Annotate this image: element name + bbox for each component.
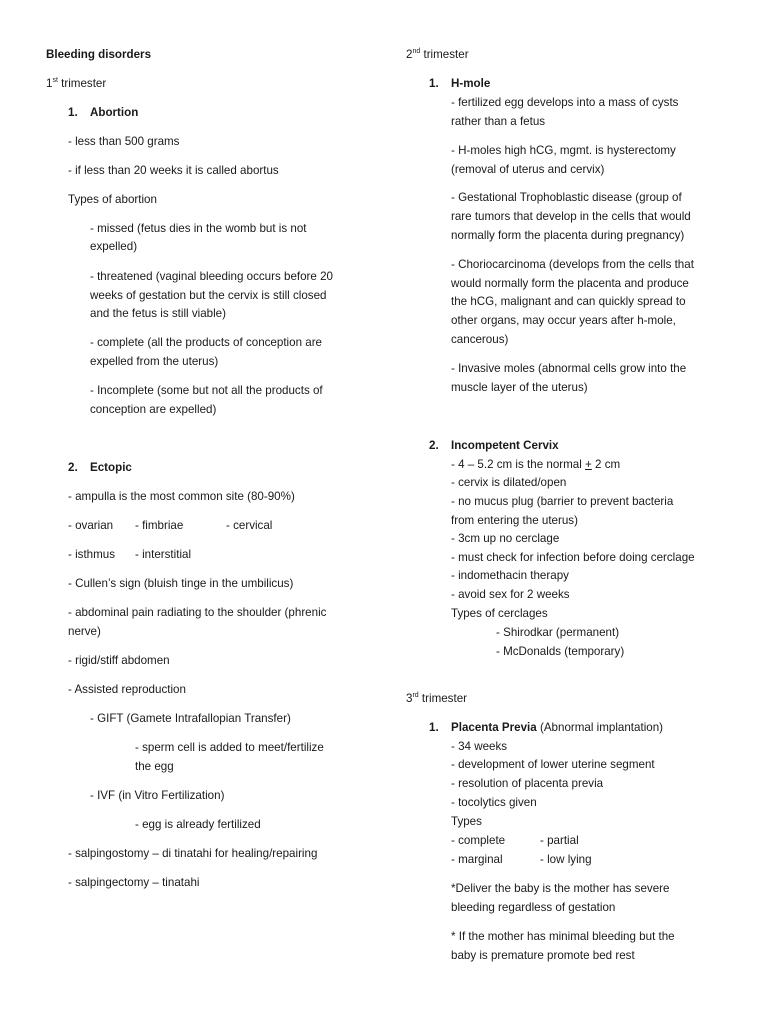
previa-types-label: Types	[451, 815, 482, 828]
hmole-l4-line1: - Choriocarcinoma (develops from the cells that	[451, 258, 694, 271]
first-trimester-heading: 1st trimester	[46, 77, 107, 90]
ivf-desc: - egg is already fertilized	[135, 818, 261, 831]
second-trimester-heading: 2nd trimester	[406, 48, 469, 61]
ectopic-pain-line1: - abdominal pain radiating to the shoulder (phrenic	[68, 606, 327, 619]
document-title: Bleeding disorders	[46, 48, 152, 61]
gift-desc-line1: - sperm cell is added to meet/fertilize	[135, 741, 324, 754]
previa-deliver-line2: bleeding regardless of gestation	[451, 901, 616, 914]
hmole-heading: H-mole	[451, 77, 491, 90]
complete-abortion-line1: - complete (all the products of conception are	[90, 336, 322, 349]
hmole-l5-line2: muscle layer of the uterus)	[451, 381, 588, 394]
ivf-item: - IVF (in Vitro Fertilization)	[90, 789, 225, 802]
cervix-indomethacin: - indomethacin therapy	[451, 569, 569, 582]
ectopic-site-cervical: - cervical	[226, 519, 273, 532]
previa-type-partial: - partial	[540, 834, 579, 847]
cerclage-mcdonalds: - McDonalds (temporary)	[496, 645, 625, 658]
ectopic-site-isthmus: - isthmus	[68, 548, 116, 561]
assisted-reproduction: - Assisted reproduction	[68, 683, 186, 696]
cervix-normal: - 4 – 5.2 cm is the normal + 2 cm	[451, 458, 621, 471]
previa-type-marginal: - marginal	[451, 853, 503, 866]
ectopic-site-ovarian: - ovarian	[68, 519, 114, 532]
previa-tocolytics: - tocolytics given	[451, 796, 537, 809]
cervix-infection: - must check for infection before doing cerclage	[451, 551, 695, 564]
previa-resolution: - resolution of placenta previa	[451, 777, 604, 790]
cervix-mucus-line1: - no mucus plug (barrier to prevent bacteria	[451, 495, 674, 508]
threatened-abortion-line3: and the fetus is still viable)	[90, 307, 226, 320]
ectopic-number: 2.	[68, 461, 78, 474]
hmole-l2-line1: - H-moles high hCG, mgmt. is hysterectomy	[451, 144, 676, 157]
ectopic-ampulla: - ampulla is the most common site (80-90%)	[68, 490, 295, 503]
abortion-weight: - less than 500 grams	[68, 135, 180, 148]
previa-minimal-line1: * If the mother has minimal bleeding but the	[451, 930, 675, 943]
missed-abortion-line2: expelled)	[90, 240, 138, 253]
abortion-number: 1.	[68, 106, 78, 119]
hmole-l2-line2: (removal of uterus and cervix)	[451, 163, 605, 176]
hmole-l1-line2: rather than a fetus	[451, 115, 546, 128]
cerclage-shirodkar: - Shirodkar (permanent)	[496, 626, 620, 639]
abortion-heading: Abortion	[90, 106, 139, 119]
previa-type-complete: - complete	[451, 834, 506, 847]
threatened-abortion-line1: - threatened (vaginal bleeding occurs before 20	[90, 270, 333, 283]
previa-number: 1.	[429, 721, 439, 734]
ectopic-cullen-sign: - Cullen’s sign (bluish tinge in the umbilicus)	[68, 577, 294, 590]
hmole-l4-line5: cancerous)	[451, 333, 509, 346]
third-trimester-heading: 3rd trimester	[406, 692, 467, 705]
hmole-l1-line1: - fertilized egg develops into a mass of cysts	[451, 96, 679, 109]
hmole-l3-line1: - Gestational Trophoblastic disease (group of	[451, 191, 682, 204]
previa-heading: Placenta Previa (Abnormal implantation)	[451, 721, 664, 734]
threatened-abortion-line2: weeks of gestation but the cervix is still closed	[90, 289, 327, 302]
ectopic-heading: Ectopic	[90, 461, 132, 474]
cervix-number: 2.	[429, 439, 439, 452]
gift-desc-line2: the egg	[135, 760, 174, 773]
previa-34-weeks: - 34 weeks	[451, 740, 508, 753]
previa-deliver-line1: *Deliver the baby is the mother has severe	[451, 882, 670, 895]
hmole-l3-line3: normally form the placenta during pregnancy)	[451, 229, 685, 242]
previa-type-low-lying: - low lying	[540, 853, 592, 866]
hmole-l3-line2: rare tumors that develop in the cells that would	[451, 210, 691, 223]
salpingostomy: - salpingostomy – di tinatahi for healing/repairing	[68, 847, 318, 860]
hmole-l4-line4: other organs, may occur years after h-mole,	[451, 314, 676, 327]
cervix-heading: Incompetent Cervix	[451, 439, 559, 452]
hmole-number: 1.	[429, 77, 439, 90]
cerclage-types-label: Types of cerclages	[451, 607, 548, 620]
complete-abortion-line2: expelled from the uterus)	[90, 355, 219, 368]
hmole-l5-line1: - Invasive moles (abnormal cells grow into the	[451, 362, 687, 375]
previa-minimal-line2: baby is premature promote bed rest	[451, 949, 635, 962]
ectopic-rigid: - rigid/stiff abdomen	[68, 654, 170, 667]
cervix-dilated: - cervix is dilated/open	[451, 476, 567, 489]
cervix-3cm: - 3cm up no cerclage	[451, 532, 560, 545]
previa-lower-segment: - development of lower uterine segment	[451, 758, 655, 771]
ectopic-pain-line2: nerve)	[68, 625, 101, 638]
hmole-l4-line2: would normally form the placenta and produce	[451, 277, 689, 290]
ectopic-site-interstitial: - interstitial	[135, 548, 192, 561]
cervix-avoid-sex: - avoid sex for 2 weeks	[451, 588, 570, 601]
incomplete-abortion-line1: - Incomplete (some but not all the products of	[90, 384, 323, 397]
incomplete-abortion-line2: conception are expelled)	[90, 403, 217, 416]
gift-item: - GIFT (Gamete Intrafallopian Transfer)	[90, 712, 291, 725]
ectopic-site-fimbriae: - fimbriae	[135, 519, 184, 532]
abortion-types-label: Types of abortion	[68, 193, 157, 206]
abortion-abortus: - if less than 20 weeks it is called abortus	[68, 164, 279, 177]
cervix-mucus-line2: from entering the uterus)	[451, 514, 578, 527]
hmole-l4-line3: the hCG, malignant and can quickly spread to	[451, 295, 686, 308]
salpingectomy: - salpingectomy – tinatahi	[68, 876, 200, 889]
missed-abortion-line1: - missed (fetus dies in the womb but is not	[90, 222, 307, 235]
